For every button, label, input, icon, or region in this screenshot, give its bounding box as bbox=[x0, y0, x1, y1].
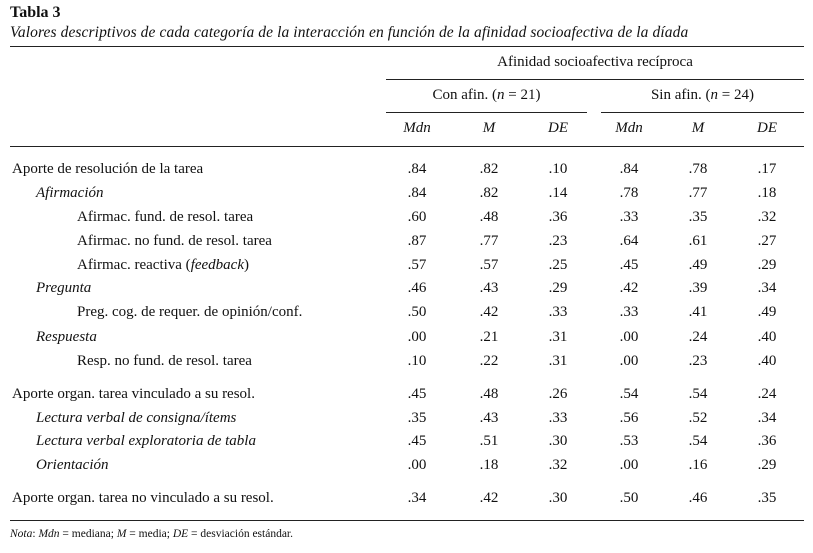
row-label: Orientación bbox=[36, 457, 109, 473]
cell-sin-m: .41 bbox=[688, 304, 708, 320]
cell-sin-de: .34 bbox=[757, 280, 777, 296]
table-row bbox=[0, 230, 813, 252]
cell-sin-mdn: .64 bbox=[619, 233, 639, 249]
subgroup-sin-n: n bbox=[710, 87, 719, 103]
cell-sin-mdn: .00 bbox=[619, 457, 639, 473]
row-label: Afirmac. fund. de resol. tarea bbox=[77, 209, 254, 225]
cell-sin-mdn: .84 bbox=[619, 161, 639, 177]
cell-sin-m: .78 bbox=[688, 161, 708, 177]
subgroup-header-con bbox=[386, 87, 587, 104]
cell-con-m: .43 bbox=[479, 280, 499, 296]
note-m-abbr: M bbox=[116, 528, 127, 540]
cell-sin-de: .24 bbox=[757, 386, 777, 402]
cell-sin-m: .24 bbox=[688, 329, 708, 345]
cell-con-mdn: .46 bbox=[407, 280, 427, 296]
row-label: Aporte organ. tarea no vinculado a su resol. bbox=[12, 490, 274, 506]
col-header-con-m: M bbox=[482, 120, 496, 136]
subgroup-con-suffix: = 21) bbox=[504, 87, 541, 103]
col-header-sin-mdn: Mdn bbox=[615, 120, 643, 136]
header-bottom-rule bbox=[10, 146, 804, 147]
cell-con-de: .31 bbox=[548, 353, 568, 369]
cell-con-m: .82 bbox=[479, 161, 499, 177]
cell-con-de: .14 bbox=[548, 185, 568, 201]
col-header-sin-de: DE bbox=[757, 120, 777, 136]
cell-sin-mdn: .42 bbox=[619, 280, 639, 296]
cell-con-mdn: .34 bbox=[407, 490, 427, 506]
subgroup-sin-prefix: Sin afin. ( bbox=[650, 87, 711, 103]
cell-sin-de: .40 bbox=[757, 353, 777, 369]
cell-con-m: .18 bbox=[479, 457, 499, 473]
cell-sin-mdn: .00 bbox=[619, 329, 639, 345]
row-label-prefix: Afirmac. reactiva ( bbox=[77, 257, 191, 273]
cell-con-de: .33 bbox=[548, 410, 568, 426]
cell-sin-m: .23 bbox=[688, 353, 708, 369]
cell-sin-de: .27 bbox=[757, 233, 777, 249]
row-label: Afirmac. no fund. de resol. tarea bbox=[77, 233, 272, 249]
row-label: Resp. no fund. de resol. tarea bbox=[77, 353, 252, 369]
cell-sin-mdn: .53 bbox=[619, 433, 639, 449]
col-header-con-mdn: Mdn bbox=[403, 120, 431, 136]
cell-sin-m: .54 bbox=[688, 386, 708, 402]
cell-sin-m: .49 bbox=[688, 257, 708, 273]
subgroup-sin-suffix: = 24) bbox=[718, 87, 755, 103]
cell-con-mdn: .00 bbox=[407, 329, 427, 345]
group-rule bbox=[386, 79, 804, 80]
subgroup-con-prefix: Con afin. ( bbox=[432, 87, 498, 103]
cell-sin-m: .35 bbox=[688, 209, 708, 225]
cell-sin-mdn: .33 bbox=[619, 304, 639, 320]
cell-sin-mdn: .33 bbox=[619, 209, 639, 225]
note-m-def: = media; bbox=[126, 528, 173, 540]
cell-con-m: .43 bbox=[479, 410, 499, 426]
table-note bbox=[10, 528, 293, 540]
cell-sin-de: .49 bbox=[757, 304, 777, 320]
cell-con-de: .33 bbox=[548, 304, 568, 320]
table-row bbox=[0, 206, 813, 228]
table-row bbox=[0, 430, 813, 452]
cell-con-de: .30 bbox=[548, 433, 568, 449]
row-label: Preg. cog. de requer. de opinión/conf. bbox=[77, 304, 303, 320]
col-header-sin-m: M bbox=[691, 120, 705, 136]
cell-con-de: .32 bbox=[548, 457, 568, 473]
row-label: Afirmación bbox=[36, 185, 104, 201]
cell-sin-mdn: .00 bbox=[619, 353, 639, 369]
table-row bbox=[0, 383, 813, 405]
cell-sin-de: .17 bbox=[757, 161, 777, 177]
cell-con-mdn: .10 bbox=[407, 353, 427, 369]
table-row bbox=[0, 350, 813, 372]
cell-con-mdn: .35 bbox=[407, 410, 427, 426]
cell-sin-mdn: .78 bbox=[619, 185, 639, 201]
note-mdn-abbr: Mdn bbox=[38, 528, 60, 540]
table-row bbox=[0, 407, 813, 429]
cell-sin-de: .32 bbox=[757, 209, 777, 225]
table-row bbox=[0, 301, 813, 323]
cell-con-mdn: .87 bbox=[407, 233, 427, 249]
row-label-suffix: ) bbox=[244, 257, 249, 273]
cell-con-de: .36 bbox=[548, 209, 568, 225]
cell-con-m: .51 bbox=[479, 433, 499, 449]
cell-sin-mdn: .45 bbox=[619, 257, 639, 273]
cell-con-mdn: .45 bbox=[407, 386, 427, 402]
cell-con-mdn: .84 bbox=[407, 185, 427, 201]
row-label bbox=[77, 254, 249, 276]
row-label-feedback: feedback bbox=[190, 257, 244, 273]
cell-con-de: .25 bbox=[548, 257, 568, 273]
cell-sin-de: .29 bbox=[757, 257, 777, 273]
table-title-block bbox=[10, 3, 688, 43]
cell-con-mdn: .57 bbox=[407, 257, 427, 273]
table-caption: Valores descriptivos de cada categoría de la interacción en función de la afinidad socioafectiva de la díada bbox=[10, 24, 689, 41]
bottom-rule bbox=[10, 520, 804, 521]
cell-sin-m: .77 bbox=[688, 185, 708, 201]
cell-con-mdn: .60 bbox=[407, 209, 427, 225]
cell-sin-mdn: .54 bbox=[619, 386, 639, 402]
cell-con-mdn: .84 bbox=[407, 161, 427, 177]
cell-sin-mdn: .50 bbox=[619, 490, 639, 506]
table-row bbox=[0, 454, 813, 476]
cell-con-de: .10 bbox=[548, 161, 568, 177]
cell-con-mdn: .00 bbox=[407, 457, 427, 473]
row-label: Lectura verbal de consigna/ítems bbox=[36, 410, 237, 426]
cell-sin-m: .61 bbox=[688, 233, 708, 249]
row-label: Respuesta bbox=[36, 329, 97, 345]
cell-con-de: .26 bbox=[548, 386, 568, 402]
cell-con-de: .23 bbox=[548, 233, 568, 249]
cell-sin-m: .46 bbox=[688, 490, 708, 506]
cell-con-m: .48 bbox=[479, 386, 499, 402]
cell-sin-de: .29 bbox=[757, 457, 777, 473]
cell-con-de: .30 bbox=[548, 490, 568, 506]
cell-con-m: .82 bbox=[479, 185, 499, 201]
cell-sin-m: .52 bbox=[688, 410, 708, 426]
subgroup-header-sin bbox=[601, 87, 804, 104]
column-header-row bbox=[0, 117, 813, 139]
table-row bbox=[0, 254, 813, 276]
note-sep: : bbox=[32, 528, 39, 540]
top-rule bbox=[10, 46, 804, 47]
cell-sin-m: .54 bbox=[688, 433, 708, 449]
cell-con-m: .42 bbox=[479, 490, 499, 506]
cell-sin-de: .34 bbox=[757, 410, 777, 426]
note-de-abbr: DE bbox=[172, 528, 189, 540]
table-number: Tabla 3 bbox=[10, 4, 61, 21]
cell-sin-de: .18 bbox=[757, 185, 777, 201]
cell-sin-de: .35 bbox=[757, 490, 777, 506]
note-de-def: = desviación estándar. bbox=[188, 528, 293, 540]
table-row bbox=[0, 487, 813, 509]
cell-sin-mdn: .56 bbox=[619, 410, 639, 426]
col-header-con-de: DE bbox=[548, 120, 568, 136]
row-label: Pregunta bbox=[36, 280, 92, 296]
cell-sin-m: .39 bbox=[688, 280, 708, 296]
table-row bbox=[0, 326, 813, 348]
cell-con-m: .57 bbox=[479, 257, 499, 273]
subgroup-rule-sin bbox=[601, 112, 804, 113]
cell-con-m: .77 bbox=[479, 233, 499, 249]
group-header: Afinidad socioafectiva recíproca bbox=[497, 54, 693, 70]
row-label: Aporte de resolución de la tarea bbox=[12, 161, 204, 177]
row-label: Lectura verbal exploratoria de tabla bbox=[36, 433, 256, 449]
subgroup-con-n: n bbox=[497, 87, 505, 103]
note-label: Nota bbox=[10, 528, 33, 540]
note-mdn-def: = mediana; bbox=[59, 528, 117, 540]
cell-con-mdn: .50 bbox=[407, 304, 427, 320]
cell-con-m: .22 bbox=[479, 353, 499, 369]
cell-con-m: .42 bbox=[479, 304, 499, 320]
cell-sin-de: .40 bbox=[757, 329, 777, 345]
cell-con-mdn: .45 bbox=[407, 433, 427, 449]
cell-con-m: .21 bbox=[479, 329, 499, 345]
cell-con-m: .48 bbox=[479, 209, 499, 225]
cell-sin-de: .36 bbox=[757, 433, 777, 449]
table-row bbox=[0, 158, 813, 180]
cell-con-de: .31 bbox=[548, 329, 568, 345]
table-row bbox=[0, 182, 813, 204]
cell-sin-m: .16 bbox=[688, 457, 708, 473]
table-row bbox=[0, 277, 813, 299]
cell-con-de: .29 bbox=[548, 280, 568, 296]
row-label: Aporte organ. tarea vinculado a su resol. bbox=[12, 386, 255, 402]
subgroup-rule-con bbox=[386, 112, 587, 113]
